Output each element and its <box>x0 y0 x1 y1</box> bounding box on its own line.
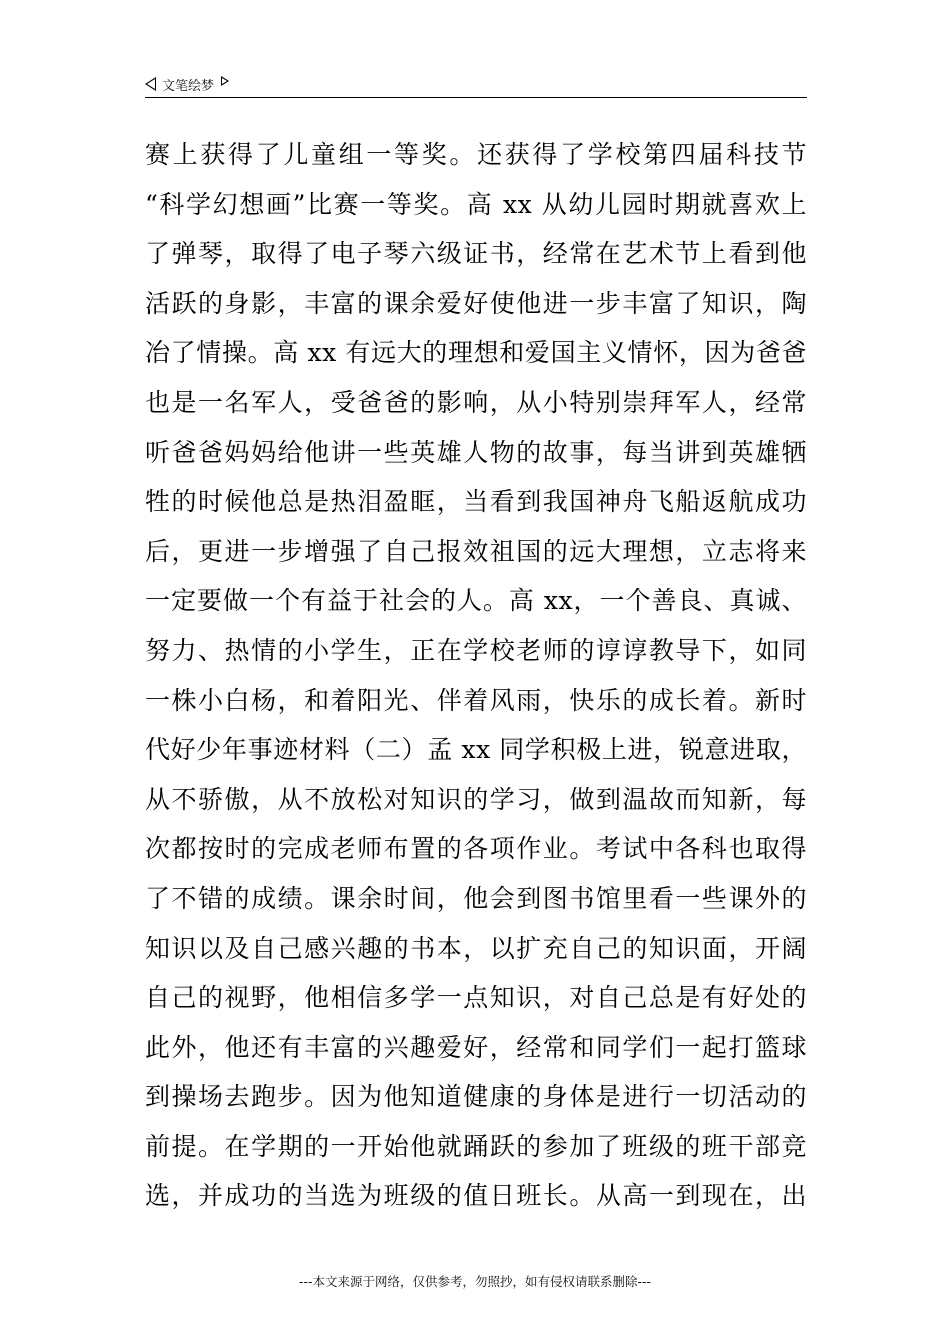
text-line: 后，更进一步增强了自己报效祖国的远大理想，立志将来 <box>145 536 807 566</box>
header-divider <box>145 97 807 98</box>
text-line: 冶了情操。高 xx 有远大的理想和爱国主义情怀，因为爸爸 <box>145 338 807 368</box>
text-line: 从不骄傲，从不放松对知识的学习，做到温故而知新，每 <box>145 784 807 814</box>
document-body <box>145 130 807 1221</box>
footer-notice: ---本文来源于网络，仅供参考，勿照抄，如有侵权请联系删除--- <box>298 1274 652 1289</box>
triangle-left-icon <box>145 77 156 91</box>
text-line: 听爸爸妈妈给他讲一些英雄人物的故事，每当讲到英雄牺 <box>145 437 807 467</box>
text-line: 赛上获得了儿童组一等奖。还获得了学校第四届科技节 <box>145 140 807 169</box>
text-line: 一株小白杨，和着阳光、伴着风雨，快乐的成长着。新时 <box>145 685 807 715</box>
text-line: 代好少年事迹材料（二）孟 xx 同学积极上进，锐意进取， <box>145 735 807 765</box>
text-line: 了不错的成绩。课余时间，他会到图书馆里看一些课外的 <box>145 883 807 913</box>
text-line: 到操场去跑步。因为他知道健康的身体是进行一切活动的 <box>145 1082 807 1112</box>
text-line: “科学幻想画”比赛一等奖。高 xx 从幼儿园时期就喜欢上 <box>145 189 807 219</box>
text-line: 知识以及自己感兴趣的书本，以扩充自己的知识面，开阔 <box>145 933 807 963</box>
text-line: 此外，他还有丰富的兴趣爱好，经常和同学们一起打篮球 <box>145 1032 807 1062</box>
text-line: 一定要做一个有益于社会的人。高 xx，一个善良、真诚、 <box>145 586 807 616</box>
text-line: 了弹琴，取得了电子琴六级证书，经常在艺术节上看到他 <box>145 239 807 269</box>
text-line: 努力、热情的小学生，正在学校老师的谆谆教导下，如同 <box>145 635 807 665</box>
text-line: 自己的视野，他相信多学一点知识，对自己总是有好处的 <box>145 983 807 1013</box>
page-footer <box>0 1272 950 1290</box>
triangle-right-icon <box>221 76 229 86</box>
text-line: 选，并成功的当选为班级的值日班长。从高一到现在，出 <box>145 1181 807 1211</box>
brand-name: 文笔绘梦 <box>162 78 215 94</box>
page-header <box>145 74 807 98</box>
text-line: 牲的时候他总是热泪盈眶，当看到我国神舟飞船返航成功 <box>145 487 807 517</box>
text-line: 也是一名军人，受爸爸的影响，从小特别崇拜军人，经常 <box>145 387 807 417</box>
header-brand <box>145 74 229 94</box>
text-line: 前提。在学期的一开始他就踊跃的参加了班级的班干部竞 <box>145 1131 807 1161</box>
text-line: 活跃的身影，丰富的课余爱好使他进一步丰富了知识，陶 <box>145 288 807 318</box>
text-line: 次都按时的完成老师布置的各项作业。考试中各科也取得 <box>145 834 807 864</box>
